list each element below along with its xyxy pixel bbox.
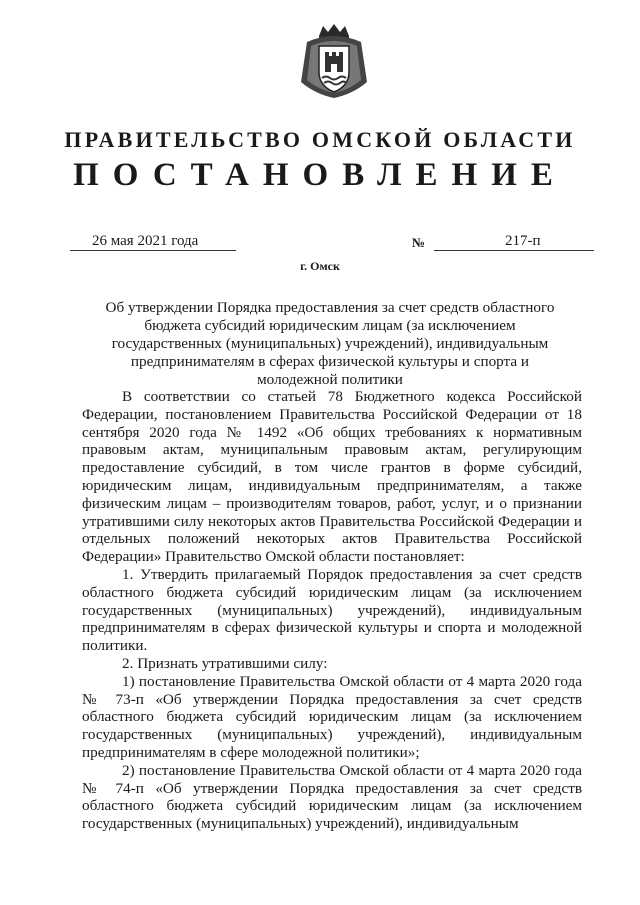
document-date-field xyxy=(70,230,236,251)
body-paragraph: 1. Утвердить прилагаемый Порядок предоставления за счет средств областного бюджета субсидий юридическим лицам (за исключением государственных (муниципальных) учреждений), индивидуальным предпринимателям в сферах физической культуры и спорта и молодежной политики. xyxy=(82,565,582,655)
coat-of-arms-icon xyxy=(297,22,371,102)
body-paragraph: В соответствии со статьей 78 Бюджетного кодекса Российской Федерации, постановлением Правительства Российской Федерации от 18 сентября 2020 года № 1492 «Об общих требованиях к нормативным правовым актам, муниципальным правовым актам, регулирующим предоставление субсидий, в том числе грантов в форме субсидий, юридическим лицам, индивидуальным предпринимателям, а также физическим лицам – производителям товаров, работ, услуг, и о признании утратившими силу некоторых актов Правительства Российской Федерации и отдельных положений некоторых актов Правительства Российской Федерации» Правительство Омской области постановляет: xyxy=(82,388,582,566)
city: г. Омск xyxy=(300,259,340,273)
document-subject: Об утверждении Порядка предоставления за счет средств областного бюджета субсидий юридическим лицам (за исключением государственных (муниципальных) учреждений), индивидуальным предпринимателям в сферах физической культуры и спорта и молодежной политики xyxy=(105,299,555,388)
body-paragraph: 1) постановление Правительства Омской области от 4 марта 2020 года № 73-п «Об утверждении Порядка предоставления за счет средств областного бюджета субсидий юридическим лицам (за исключением государственных (муниципальных) учреждений), индивидуальным предпринимателям в сфере молодежной политики»; xyxy=(82,672,582,761)
body-paragraph: 2) постановление Правительства Омской области от 4 марта 2020 года № 74-п «Об утверждении Порядка предоставления за счет средств областного бюджета субсидий юридическим лицам (за исключением государственных (муниципальных) учреждений), индивидуальным xyxy=(82,761,582,833)
document-date: 26 мая 2021 года xyxy=(92,233,199,249)
document-body xyxy=(82,388,582,833)
body-paragraph: 2. Признать утратившими силу: xyxy=(122,654,328,672)
document-number: 217-п xyxy=(505,233,541,249)
number-sign: № xyxy=(412,235,426,250)
document-type: ПОСТАНОВЛЕНИЕ xyxy=(73,157,567,193)
document-number-field xyxy=(434,230,594,251)
government-title: ПРАВИТЕЛЬСТВО ОМСКОЙ ОБЛАСТИ xyxy=(64,127,576,152)
